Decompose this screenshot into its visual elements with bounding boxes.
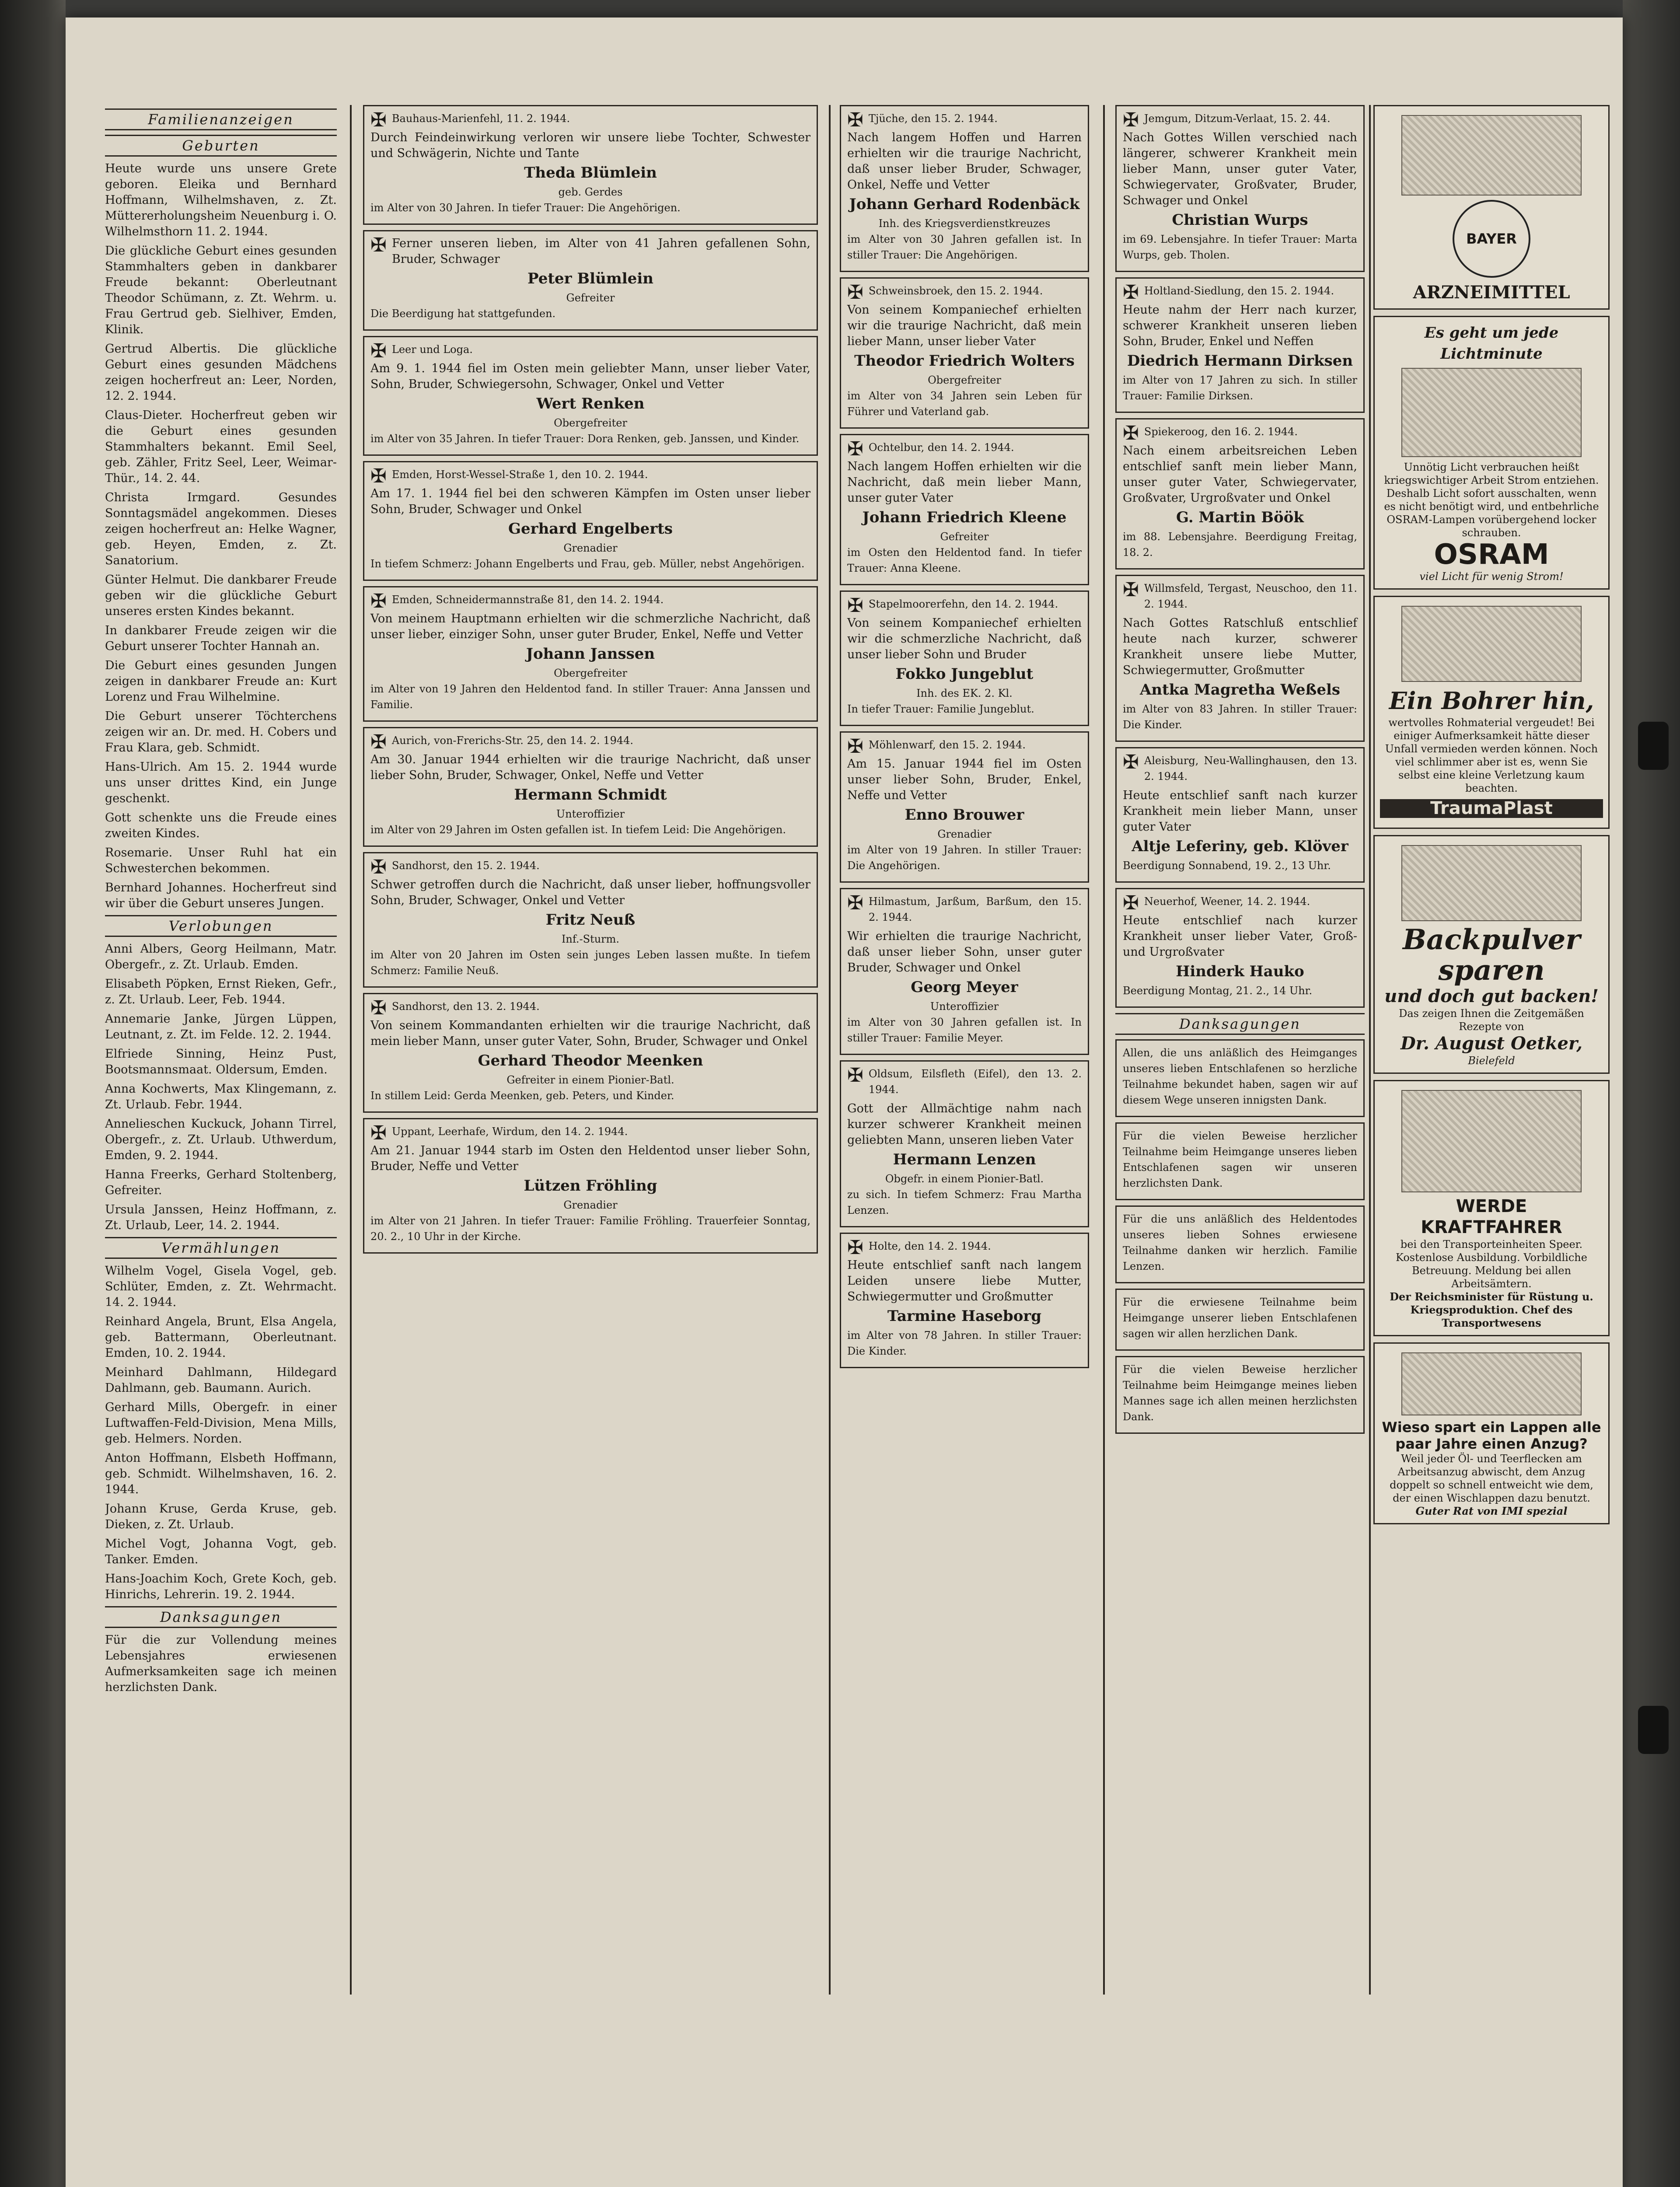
obituary-notice [1115,418,1365,569]
deceased-rank: Obergefreiter [928,374,1001,386]
obituary-notice [363,586,818,722]
notice-place-date: Oldsum, Eilsfleth (Eifel), den 13. 2. 1944. [868,1068,1082,1096]
notice-text: Am 17. 1. 1944 fiel bei den schweren Kämpfen im Osten unser lieber Sohn, Bruder, Schwager und Onkel [370,487,810,516]
woman-switch-illustration [1401,368,1582,457]
section-heading-danksagungen: Danksagungen [105,1606,337,1628]
marriages-list [105,1263,337,1603]
iron-cross-icon: ✠ [847,1064,863,1087]
birth-announcement: Heute wurde uns unsere Grete geboren. Eleika und Bernhard Hoffmann, Wilhelmshaven, z. Zt. Müttererholungsheim Neuenburg i. O. Wilhelmsthorn 11. 2. 1944. [105,162,337,238]
notice-place-date: Hilmastum, Jarßum, Barßum, den 15. 2. 1944. [868,895,1082,923]
notice-text: Von seinem Kompaniechef erhielten wir die schmerzliche Nachricht, daß unser lieber Sohn und Bruder [847,616,1082,661]
obituary-notice [840,590,1089,726]
notice-text: Heute nahm der Herr nach kurzer, schwerer Krankheit unseren lieben Sohn, Bruder, Enkel und Neffen [1123,303,1357,348]
notice-place-date: Ochtelbur, den 14. 2. 1944. [868,441,1014,454]
deceased-rank: Obergefreiter [554,667,627,679]
notice-tail: In stillem Leid: Gerda Meenken, geb. Peters, und Kinder. [370,1090,674,1102]
column-classifieds [1373,105,1610,1995]
notice-place-date: Möhlenwarf, den 15. 2. 1944. [868,739,1026,751]
osram-ad [1373,316,1610,590]
iron-cross-icon: ✠ [370,465,387,487]
binder-clip [1638,1706,1669,1754]
notice-tail: im 88. Lebensjahre. Beerdigung Freitag, 18. 2. [1123,531,1357,559]
deceased-name: Johann Gerhard Rodenbäck [849,196,1080,213]
deceased-name: Georg Meyer [911,978,1018,996]
binder-clip [1638,722,1669,770]
iron-cross-icon: ✠ [1123,422,1139,444]
deceased-name: Altje Leferiny, geb. Klöver [1132,838,1348,855]
engagement-announcement: Elfriede Sinning, Heinz Pust, Bootsmannsmaat. Oldersum, Emden. [105,1047,337,1076]
oetker-body: Das zeigen Ihnen die Zeitgemäßen Rezepte von [1399,1007,1584,1033]
deceased-name: Enno Brouwer [905,806,1024,824]
notice-place-date: Spiekeroog, den 16. 2. 1944. [1144,426,1298,438]
notice-place-date: Jemgum, Ditzum-Verlaat, 15. 2. 44. [1144,112,1331,125]
cloth-illustration [1401,1352,1582,1415]
thanks-intro: Für die zur Vollendung meines Lebensjahres erwiesenen Aufmerksamkeiten sage ich meinen herzlichsten Dank. [105,1633,337,1694]
notice-text: Ferner unseren lieben, im Alter von 41 Jahren gefallenen Sohn, Bruder, Schwager [391,237,810,266]
bayer-ad [1373,105,1610,310]
oetker-brand: Dr. August Oetker, [1400,1033,1583,1054]
marriage-announcement: Hans-Joachim Koch, Grete Koch, geb. Hinrichs, Lehrerin. 19. 2. 1944. [105,1572,337,1601]
traumaplast-ad [1373,596,1610,829]
birth-announcement: Christa Irmgard. Gesundes Sonntagsmädel angekommen. Dieses zeigen hocherfreut an: Helke Wagner, geb. Heyen, Emden, z. Zt. Sanatorium. [105,491,337,567]
notice-place-date: Schweinsbroek, den 15. 2. 1944. [868,285,1043,297]
deceased-name: Diedrich Hermann Dirksen [1127,352,1353,370]
birth-announcement: Hans-Ulrich. Am 15. 2. 1944 wurde uns unser drittes Kind, ein Junge geschenkt. [105,760,337,805]
engagement-announcement: Hanna Freerks, Gerhard Stoltenberg, Gefreiter. [105,1168,337,1197]
iron-cross-icon: ✠ [370,1122,387,1144]
obituary-notice [363,336,818,456]
thanks-notice [1115,1205,1365,1283]
notice-text: Von seinem Kompaniechef erhielten wir die traurige Nachricht, daß mein lieber Mann, unser lieber Vater [847,303,1082,348]
thanks-notice [1115,1039,1365,1117]
iron-cross-icon: ✠ [847,109,863,131]
obituary-notice [840,434,1089,585]
notice-place-date: Neuerhof, Weener, 14. 2. 1944. [1144,895,1310,908]
birth-announcement: Günter Helmut. Die dankbarer Freude geben wir die glückliche Geburt unseres ersten Kindes bekannt. [105,573,337,618]
birth-announcement: Gertrud Albertis. Die glückliche Geburt eines gesunden Mädchens zeigen hocherfreut an: Leer, Norden, 12. 2. 1944. [105,342,337,403]
deceased-rank: Grenadier [937,828,992,840]
deceased-rank: Gefreiter [566,292,615,304]
deceased-name: Antka Magretha Weßels [1139,681,1341,699]
notice-tail: im Alter von 17 Jahren zu sich. In stiller Trauer: Familie Dirksen. [1123,374,1357,402]
deceased-rank: Grenadier [563,542,618,554]
marriage-announcement: Anton Hoffmann, Elsbeth Hoffmann, geb. Schmidt. Wilhelmshaven, 16. 2. 1944. [105,1451,337,1496]
obituary-notice [363,105,818,225]
obituary-notice [1115,747,1365,883]
deceased-name: Fritz Neuß [545,911,636,929]
kraftfahrer-headline-2: KRAFTFAHRER [1421,1217,1562,1237]
notice-text: Wir erhielten die traurige Nachricht, daß unser lieber Sohn, unser guter Bruder, Schwager und Onkel [847,929,1082,975]
notice-tail: im 69. Lebensjahre. In tiefer Trauer: Marta Wurps, geb. Tholen. [1123,233,1357,261]
thanks-notice [1115,1356,1365,1434]
notice-tail: im Alter von 83 Jahren. In stiller Trauer: Die Kinder. [1123,703,1357,731]
deceased-rank: Obergefreiter [554,417,627,429]
notice-tail: im Alter von 78 Jahren. In stiller Trauer: Die Kinder. [847,1329,1082,1357]
notice-tail: im Alter von 35 Jahren. In tiefer Trauer: Dora Renken, geb. Janssen, und Kinder. [370,433,800,445]
recipe-booklet-illustration [1401,845,1582,921]
deceased-name: Theda Blümlein [524,164,657,182]
deceased-rank: geb. Gerdes [558,186,623,198]
iron-cross-icon: ✠ [370,109,387,131]
notice-place-date: Aleisburg, Neu-Wallinghausen, den 13. 2. 1944. [1144,755,1357,783]
deceased-name: Gerhard Theodor Meenken [478,1052,703,1069]
thanks-text: Für die vielen Beweise herzlicher Teilnahme beim Heimgange unseres lieben Entschlafenen sagen wir unseren herzlichsten Dank. [1123,1130,1357,1189]
thanks-notice [1115,1289,1365,1351]
notice-place-date: Sandhorst, den 15. 2. 1944. [391,859,540,872]
traumaplast-headline: Ein Bohrer hin, [1389,687,1594,715]
marriage-announcement: Reinhard Angela, Brunt, Elsa Angela, geb. Battermann, Oberleutnant. Emden, 10. 2. 1944. [105,1315,337,1360]
deceased-name: Peter Blümlein [527,270,653,287]
obituary-notice [363,461,818,581]
notice-tail: Beerdigung Sonnabend, 19. 2., 13 Uhr. [1123,859,1331,872]
iron-cross-icon: ✠ [847,281,863,304]
iron-cross-icon: ✠ [847,735,863,758]
notice-tail: im Alter von 30 Jahren. In tiefer Trauer: Die Angehörigen. [370,202,681,214]
notice-place-date: Aurich, von-Frerichs-Str. 25, den 14. 2. 1944. [391,734,634,747]
iron-cross-icon: ✠ [370,234,387,256]
deceased-name: Theodor Friedrich Wolters [854,352,1075,370]
notice-tail: im Alter von 19 Jahren. In stiller Trauer: Die Angehörigen. [847,844,1082,872]
notice-place-date: Willmsfeld, Tergast, Neuschoo, den 11. 2. 1944. [1144,582,1357,610]
notice-text: Von seinem Kommandanten erhielten wir die traurige Nachricht, daß mein lieber Mann, unser guter Vater, Sohn, Bruder, Schwager und Onkel [370,1019,810,1048]
thanks-text: Allen, die uns anläßlich des Heimganges unseres lieben Entschlafenen so herzliche Teilnahme bekundet haben, sagen wir auf diesem Wege unseren innigsten Dank. [1123,1047,1357,1106]
notice-tail: im Alter von 30 Jahren gefallen ist. In stiller Trauer: Die Angehörigen. [847,233,1082,261]
obituary-notice [1115,575,1365,742]
traumaplast-logo: TraumaPlast [1380,799,1603,818]
obituary-notice [840,888,1089,1055]
oetker-headline-2: sparen [1438,954,1545,987]
deceased-name: Wert Renken [536,395,645,412]
kraftfahrer-signature: Der Reichsminister für Rüstung u. Kriegsproduktion. Chef des Transportwesens [1390,1290,1593,1329]
notice-tail: im Alter von 19 Jahren den Heldentod fand. In stiller Trauer: Anna Janssen und Familie. [370,683,810,711]
obituary-notice [840,105,1089,272]
notice-text: Am 15. Januar 1944 fiel im Osten unser lieber Sohn, Bruder, Enkel, Neffe und Vetter [847,757,1082,802]
notice-text: Heute entschlief sanft nach kurzer Krankheit mein lieber Mann, unser guter Vater [1123,789,1357,834]
imi-headline: Wieso spart ein Lappen alle paar Jahre einen Anzug? [1382,1419,1601,1452]
iron-cross-icon: ✠ [370,997,387,1019]
drill-illustration [1401,606,1582,682]
notice-text: Heute entschlief sanft nach langem Leiden unsere liebe Mutter, Schwiegermutter und Großmutter [847,1258,1082,1303]
deceased-rank: Obgefr. in einem Pionier-Batl. [885,1173,1044,1185]
birth-announcement: Die glückliche Geburt eines gesunden Stammhalters geben in dankbarer Freude bekannt: Oberleutnant Theodor Schümann, z. Zt. Wehrm. u. Frau Gertrud geb. Sielhiver, Emden, Klinik. [105,244,337,336]
osram-slogan: viel Licht für wenig Strom! [1419,570,1564,583]
traumaplast-body: wertvolles Rohmaterial vergeudet! Bei einiger Aufmerksamkeit hätte dieser Unfall vermieden werden können. Noch viel schlimmer aber ist es, wenn Sie selbst eine kleine Verletzung kaum beachten. [1385,716,1598,794]
notice-text: Nach einem arbeitsreichen Leben entschlief sanft mein lieber Mann, unser guter Vater, Schwiegervater, Großvater, Urgroßvater und Onkel [1123,444,1357,505]
notice-tail: Beerdigung Montag, 21. 2., 14 Uhr. [1123,985,1313,997]
notice-tail: im Alter von 29 Jahren im Osten gefallen ist. In tiefem Leid: Die Angehörigen. [370,824,786,836]
column-obituaries-3 [1115,105,1365,1995]
marriage-announcement: Gerhard Mills, Obergefr. in einer Luftwaffen-Feld-Division, Mena Mills, geb. Helmers. Norden. [105,1401,337,1446]
section-heading-geburten: Geburten [105,135,337,157]
engagement-announcement: Anni Albers, Georg Heilmann, Matr. Obergefr., z. Zt. Urlaub. Emden. [105,942,337,971]
oetker-headline-3: und doch gut backen! [1384,986,1599,1006]
iron-cross-icon: ✠ [847,438,863,460]
deceased-name: Gerhard Engelberts [508,520,673,538]
notice-tail: im Alter von 21 Jahren. In tiefer Trauer: Familie Fröhling. Trauerfeier Sonntag, 20. 2., 10 Uhr in der Kirche. [370,1215,810,1243]
iron-cross-icon: ✠ [370,590,387,612]
deceased-rank: Gefreiter [940,531,989,543]
bayer-cross-logo: BAYER [1453,200,1530,278]
obituary-notice [363,852,818,988]
column-rule [350,105,352,1995]
iron-cross-icon: ✠ [370,340,387,362]
notice-text: Nach langem Hoffen erhielten wir die Nachricht, daß mein lieber Mann, unser guter Vater [847,460,1082,505]
iron-cross-icon: ✠ [370,731,387,753]
column-obituaries-2 [840,105,1089,1995]
marriage-announcement: Meinhard Dahlmann, Hildegard Dahlmann, geb. Baumann. Aurich. [105,1366,337,1395]
iron-cross-icon: ✠ [847,1237,863,1259]
notice-text: Durch Feindeinwirkung verloren wir unsere liebe Tochter, Schwester und Schwägerin, Nichte und Tante [370,131,810,160]
notice-text: Nach langem Hoffen und Harren erhielten wir die traurige Nachricht, daß unser lieber Bruder, Schwager, Onkel, Neffe und Vetter [847,131,1082,192]
obituary-notice [840,277,1089,429]
thanks-text: Für die erwiesene Teilnahme beim Heimgange unserer lieben Entschlafenen sagen wir allen herzlichen Dank. [1123,1296,1357,1340]
osram-body: Unnötig Licht verbrauchen heißt kriegswichtiger Arbeit Strom entziehen. Deshalb Licht sofort ausschalten, wenn es nicht benötigt wird, und entbehrliche OSRAM-Lampen vorübergehend locker schrauben. [1384,461,1599,539]
notice-text: Nach Gottes Ratschluß entschlief heute nach kurzer, schwerer Krankheit unsere liebe Mutter, Schwiegermutter, Großmutter [1123,616,1357,677]
notice-tail: im Alter von 20 Jahren im Osten sein junges Leben lassen mußte. In tiefem Schmerz: Familie Neuß. [370,949,810,977]
notice-place-date: Sandhorst, den 13. 2. 1944. [391,1000,540,1013]
iron-cross-icon: ✠ [1123,892,1139,914]
obituary-notice [363,1118,818,1254]
notice-tail: Die Beerdigung hat stattgefunden. [370,307,556,320]
column-rule [1369,105,1371,1995]
obituary-notice [1115,888,1365,1008]
deceased-name: Hermann Lenzen [893,1151,1036,1168]
engagement-announcement: Anna Kochwerts, Max Klingemann, z. Zt. Urlaub. Febr. 1944. [105,1082,337,1111]
births-list [105,161,337,912]
iron-cross-icon: ✠ [370,856,387,878]
engagement-announcement: Ursula Janssen, Heinz Hoffmann, z. Zt. Urlaub, Leer, 14. 2. 1944. [105,1203,337,1232]
notice-text: Heute entschlief nach kurzer Krankheit unser lieber Vater, Groß- und Urgroßvater [1123,914,1357,959]
birth-announcement: Die Geburt eines gesunden Jungen zeigen in dankbarer Freude an: Kurt Lorenz und Frau Wilhelmine. [105,659,337,704]
column-obituaries-1 [363,105,818,1995]
notice-place-date: Emden, Schneidermannstraße 81, den 14. 2. 1944. [391,594,664,606]
iron-cross-icon: ✠ [847,594,863,617]
marriage-announcement: Michel Vogt, Johanna Vogt, geb. Tanker. Emden. [105,1537,337,1566]
driver-illustration [1401,1090,1582,1192]
osram-logo: OSRAM [1434,538,1549,571]
birth-announcement: Rosemarie. Unser Ruhl hat ein Schwesterchen bekommen. [105,846,337,875]
notice-place-date: Stapelmoorerfehn, den 14. 2. 1944. [868,598,1058,610]
iron-cross-icon: ✠ [1123,281,1139,304]
notice-text: Nach Gottes Willen verschied nach längerer, schwerer Krankheit mein lieber Mann, unser guter Vater, Schwiegervater, Großvater, Bruder, Schwager und Onkel [1123,131,1357,207]
thanks-list [1115,1039,1365,1434]
engagement-announcement: Elisabeth Pöpken, Ernst Rieken, Gefr., z. Zt. Urlaub. Leer, Feb. 1944. [105,977,337,1006]
marriage-announcement: Johann Kruse, Gerda Kruse, geb. Dieken, z. Zt. Urlaub. [105,1502,337,1531]
imi-footer: Guter Rat von IMI spezial [1415,1505,1568,1517]
birth-announcement: Die Geburt unserer Töchterchens zeigen wir an. Dr. med. H. Cobers und Frau Klara, geb. Schmidt. [105,709,337,755]
column-family-notices [105,105,337,1995]
notice-text: Am 21. Januar 1944 starb im Osten den Heldentod unser lieber Sohn, Bruder, Neffe und Vetter [370,1144,810,1173]
iron-cross-icon: ✠ [1123,751,1139,773]
notice-place-date: Leer und Loga. [391,343,473,356]
column-rule [829,105,831,1995]
oetker-headline-1: Backpulver [1402,923,1581,956]
pharmacist-illustration [1401,115,1582,196]
notice-tail: im Alter von 30 Jahren gefallen ist. In stiller Trauer: Familie Meyer. [847,1016,1082,1044]
notice-tail: im Alter von 34 Jahren sein Leben für Führer und Vaterland gab. [847,390,1082,418]
kraftfahrer-body: bei den Transporteinheiten Speer. Kostenlose Ausbildung. Vorbildliche Betreuung. Meldung bei allen Arbeitsämtern. [1396,1238,1587,1290]
notice-text: Schwer getroffen durch die Nachricht, daß unser lieber, hoffnungsvoller Sohn, Bruder, Schwager, Onkel und Vetter [370,878,810,907]
deceased-rank: Unteroffizier [930,1000,999,1013]
imi-body: Weil jeder Öl- und Teerflecken am Arbeitsanzug abwischt, dem Anzug doppelt so schnell entweicht wie dem, der einen Wischlappen dazu benutzt. [1390,1453,1593,1504]
deceased-name: Lützen Fröhling [524,1177,657,1195]
iron-cross-icon: ✠ [1123,109,1139,131]
iron-cross-icon: ✠ [847,892,863,914]
obituary-notice [363,993,818,1113]
notice-text: Von meinem Hauptmann erhielten wir die schmerzliche Nachricht, daß unser lieber, einziger Sohn, unser guter Bruder, Enkel, Neffe und Vetter [370,612,810,641]
bayer-tagline: ARZNEIMITTEL [1413,282,1570,303]
obituary-notice [840,731,1089,883]
notice-place-date: Holte, den 14. 2. 1944. [868,1240,991,1252]
obituary-notice [363,727,818,847]
engagement-announcement: Annelieschen Kuckuck, Johann Tirrel, Obergefr., z. Zt. Urlaub. Uthwerdum, Emden, 9. 2. 1944. [105,1117,337,1162]
notice-tail: zu sich. In tiefem Schmerz: Frau Martha Lenzen. [847,1188,1082,1216]
deceased-rank: Inh. des Kriegsverdienstkreuzes [878,217,1051,230]
birth-announcement: Claus-Dieter. Hocherfreut geben wir die Geburt eines gesunden Stammhalters bekannt. Emil Seel, geb. Zähler, Fritz Seel, Leer, Weimar-Thür., 14. 2. 44. [105,409,337,485]
deceased-name: Johann Janssen [526,645,655,663]
deceased-rank: Unteroffizier [556,808,625,820]
engagements-list [105,941,337,1233]
notice-tail: In tiefem Schmerz: Johann Engelberts und Frau, geb. Müller, nebst Angehörigen. [370,558,805,570]
deceased-rank: Inh. des EK. 2. Kl. [916,687,1013,699]
iron-cross-icon: ✠ [1123,579,1139,601]
section-heading-familienanzeigen: Familienanzeigen [105,108,337,130]
deceased-name: Johann Friedrich Kleene [862,509,1067,526]
deceased-rank: Grenadier [563,1199,618,1211]
obituary-notice [363,230,818,331]
kraftfahrer-ad [1373,1080,1610,1336]
deceased-rank: Inf.-Sturm. [561,933,620,945]
deceased-name: Hermann Schmidt [514,786,667,804]
deceased-name: G. Martin Böök [1176,509,1304,526]
obituary-notice [840,1233,1089,1368]
section-heading-vermaehlungen: Vermählungen [105,1237,337,1259]
column-rule [1103,105,1105,1995]
deceased-name: Christian Wurps [1172,211,1308,229]
obituary-notice [1115,105,1365,272]
notice-place-date: Bauhaus-Marienfehl, 11. 2. 1944. [391,112,570,125]
deceased-rank: Gefreiter in einem Pionier-Batl. [506,1074,674,1086]
thanks-notice [1115,1122,1365,1200]
kraftfahrer-headline-1: WERDE [1456,1196,1527,1216]
notice-place-date: Holtland-Siedlung, den 15. 2. 1944. [1144,285,1334,297]
obituary-group [1115,105,1365,1008]
notice-place-date: Uppant, Leerhafe, Wirdum, den 14. 2. 1944. [391,1125,628,1138]
engagement-announcement: Annemarie Janke, Jürgen Lüppen, Leutnant, z. Zt. im Felde. 12. 2. 1944. [105,1012,337,1041]
notice-place-date: Tjüche, den 15. 2. 1944. [868,112,998,125]
birth-announcement: In dankbarer Freude zeigen wir die Geburt unserer Tochter Hannah an. [105,624,337,653]
notice-place-date: Emden, Horst-Wessel-Straße 1, den 10. 2. 1944. [391,468,648,481]
thanks-text: Für die uns anläßlich des Heldentodes unseres lieben Sohnes erwiesene Teilnahme danken wir herzlich. Familie Lenzen. [1123,1213,1357,1272]
notice-text: Am 30. Januar 1944 erhielten wir die traurige Nachricht, daß unser lieber Sohn, Bruder, Schwager, Onkel, Neffe und Vetter [370,753,810,782]
deceased-name: Fokko Jungeblut [895,665,1034,683]
thanks-text: Für die vielen Beweise herzlicher Teilnahme beim Heimgange meines lieben Mannes sage ich allen meinen herzlichsten Dank. [1123,1363,1357,1423]
birth-announcement: Gott schenkte uns die Freude eines zweiten Kindes. [105,811,337,840]
deceased-name: Tarmine Haseborg [887,1307,1042,1325]
section-heading-verlobungen: Verlobungen [105,915,337,937]
obituary-notice [840,1060,1089,1227]
notice-tail: im Osten den Heldentod fand. In tiefer Trauer: Anna Kleene. [847,546,1082,574]
notice-text: Am 9. 1. 1944 fiel im Osten mein geliebter Mann, unser lieber Vater, Sohn, Bruder, Schwiegersohn, Schwager, Onkel und Vetter [370,362,810,391]
marriage-announcement: Wilhelm Vogel, Gisela Vogel, geb. Schlüter, Emden, z. Zt. Wehrmacht. 14. 2. 1944. [105,1264,337,1309]
osram-headline: Es geht um jede Lichtminute [1424,324,1559,363]
birth-announcement: Bernhard Johannes. Hocherfreut sind wir über die Geburt unseres Jungen. [105,881,337,910]
page-edge [1623,0,1680,2187]
oetker-ad [1373,835,1610,1074]
section-heading-danksagungen: Danksagungen [1115,1013,1365,1035]
deceased-name: Hinderk Hauko [1176,963,1304,980]
book-binding [0,0,66,2187]
imi-ad [1373,1342,1610,1524]
notice-tail: In tiefer Trauer: Familie Jungeblut. [847,703,1034,715]
obituary-notice [1115,277,1365,413]
notice-text: Gott der Allmächtige nahm nach kurzer schwerer Krankheit meinen geliebten Mann, unseren lieben Vater [847,1102,1082,1147]
oetker-city: Bielefeld [1468,1055,1515,1067]
